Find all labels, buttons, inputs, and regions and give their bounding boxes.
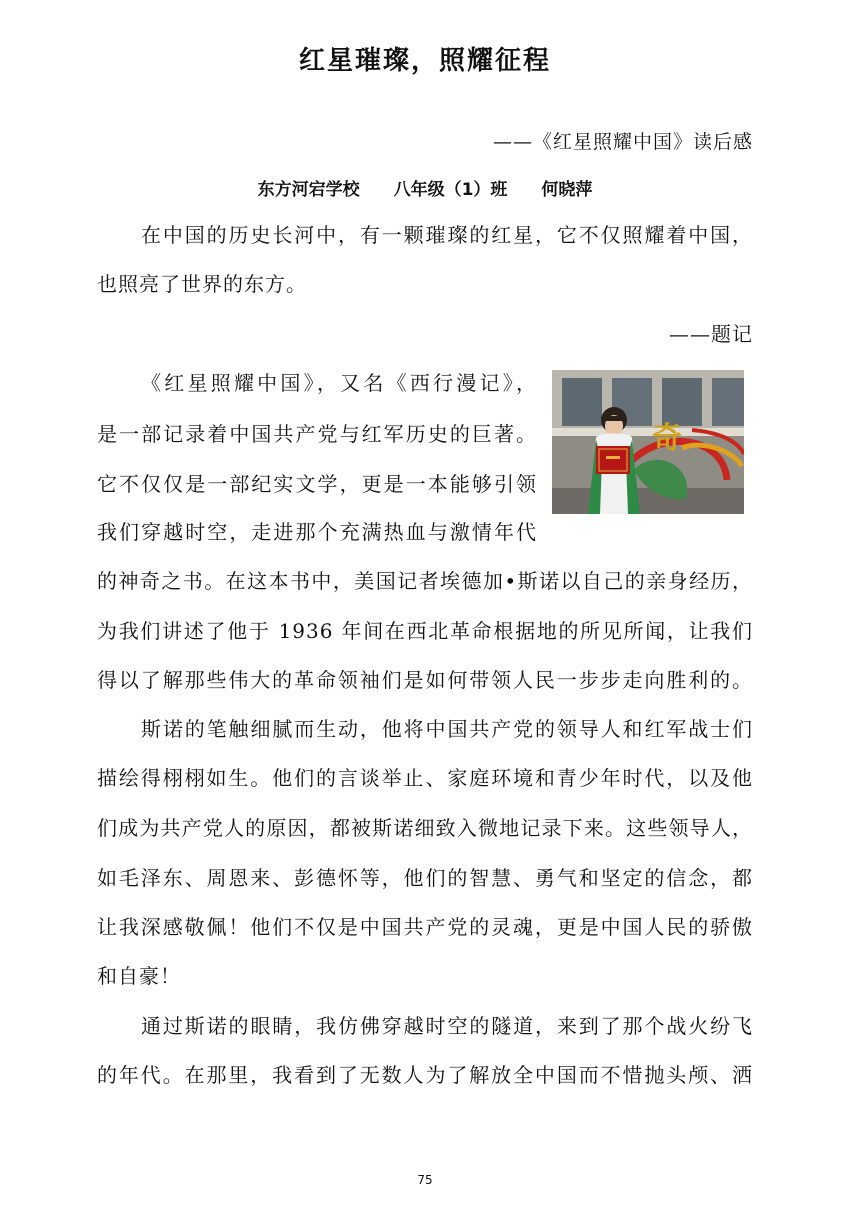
body-line: 得以了解那些伟大的革命领袖们是如何带领人民一步步走向胜利的。	[97, 668, 753, 692]
body-line: 描绘得栩栩如生。他们的言谈举止、家庭环境和青少年时代，以及他	[97, 766, 753, 790]
author-school: 东方河宕学校	[257, 180, 360, 200]
epigraph-attribution: ——题记	[669, 322, 753, 346]
sign-character: 奇	[652, 421, 682, 456]
body-line: 《红星照耀中国》，又名《西行漫记》，	[141, 371, 537, 395]
article-subtitle: ——《红星照耀中国》读后感	[492, 131, 753, 153]
article-title: 红星璀璨，照耀征程	[298, 46, 551, 76]
body-line: 我们穿越时空，走进那个充满热血与激情年代	[97, 520, 537, 544]
author-line	[0, 175, 850, 200]
author-name: 何晓萍	[541, 180, 593, 200]
body-line: 如毛泽东、周恩来、彭德怀等，他们的智慧、勇气和坚定的信念，都	[97, 866, 753, 890]
body-line: 和自豪！	[97, 964, 181, 988]
epigraph-line: 也照亮了世界的东方。	[97, 272, 307, 296]
body-line: 们成为共产党人的原因，都被斯诺细致入微地记录下来。这些领导人，	[97, 816, 753, 840]
body-line: 是一部记录着中国共产党与红军历史的巨著。	[97, 422, 537, 446]
page-number: 75	[417, 1173, 433, 1187]
body-line: 让我深感敬佩！他们不仅是中国共产党的灵魂，更是中国人民的骄傲	[97, 915, 753, 939]
epigraph-line: 在中国的历史长河中，有一颗璀璨的红星，它不仅照耀着中国，	[141, 223, 753, 247]
body-line: 为我们讲述了他于 1936 年间在西北革命根据地的所见所闻，让我们	[97, 619, 753, 643]
student-photo	[552, 370, 744, 514]
body-line: 的神奇之书。在这本书中，美国记者埃德加•斯诺以自己的亲身经历，	[97, 569, 753, 593]
body-line: 它不仅仅是一部纪实文学，更是一本能够引领	[97, 472, 537, 496]
body-line: 斯诺的笔触细腻而生动，他将中国共产党的领导人和红军战士们	[141, 717, 753, 741]
body-line: 通过斯诺的眼睛，我仿佛穿越时空的隧道，来到了那个战火纷飞	[141, 1014, 753, 1038]
author-class: 八年级（1）班	[393, 180, 508, 200]
body-line: 的年代。在那里，我看到了无数人为了解放全中国而不惜抛头颅、洒	[97, 1063, 753, 1087]
